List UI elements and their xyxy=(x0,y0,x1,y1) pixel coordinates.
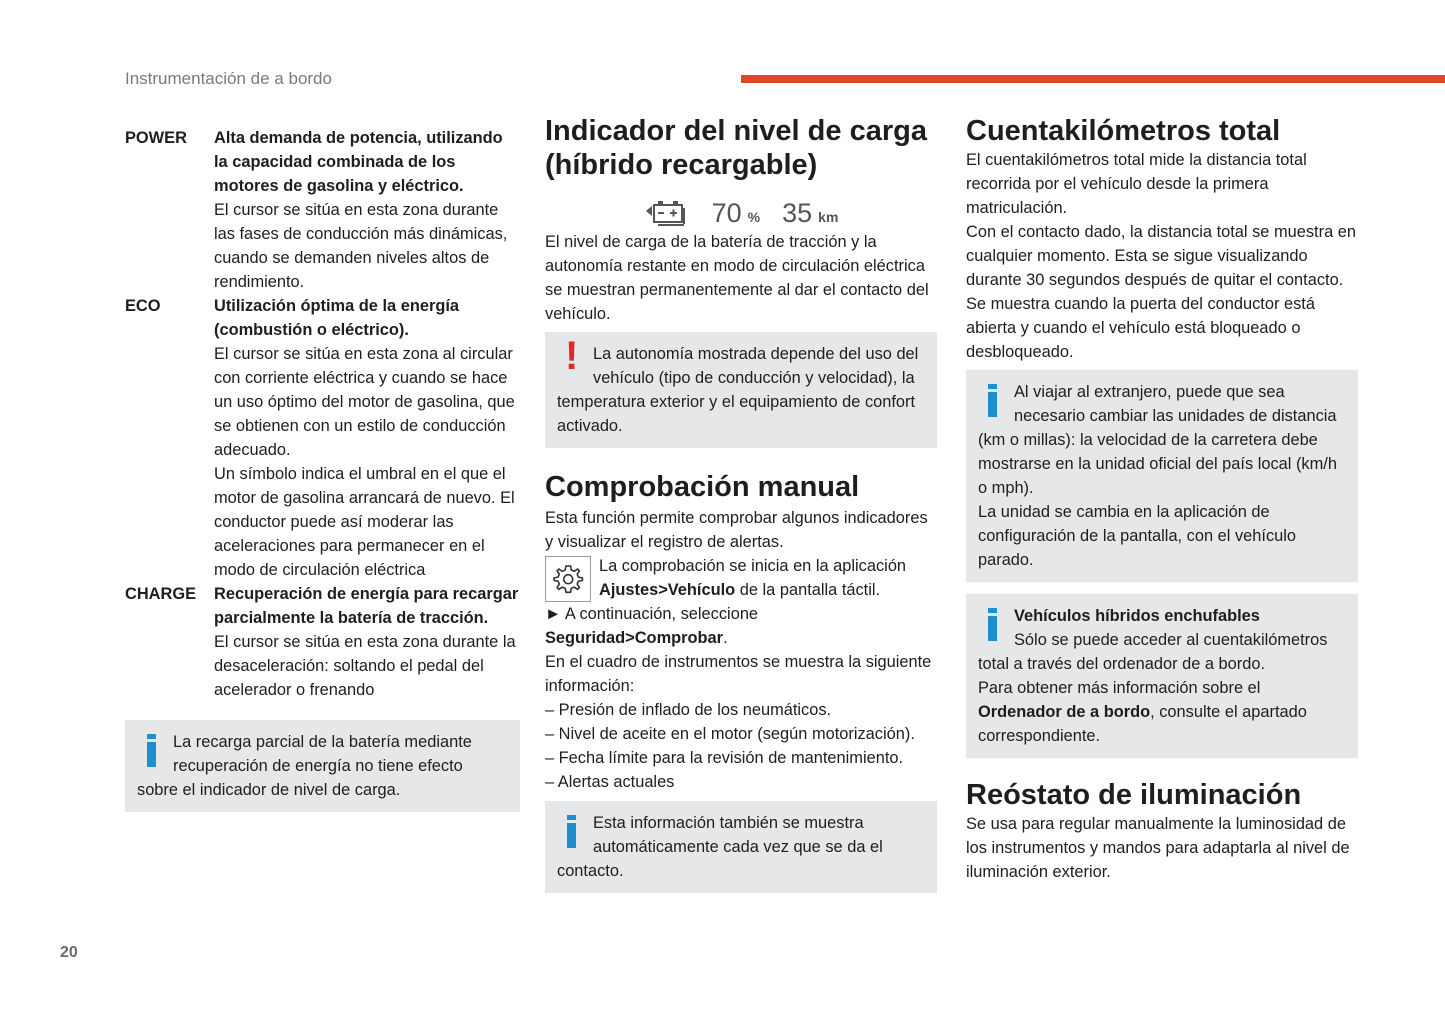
charge-percent-unit: % xyxy=(747,209,761,225)
mode-key: CHARGE xyxy=(125,585,197,603)
mode-heading: Recuperación de energía para recargar parcialmente la batería de tracción. xyxy=(214,585,519,627)
charge-description: El nivel de carga de la batería de tracción y la autonomía restante en modo de circulación eléctrica se muestran permanentemente al dar el contacto del vehículo. xyxy=(545,233,929,323)
note-text: Al viajar al extranjero, puede que sea necesario cambiar las unidades de distancia (km o millas): la velocidad de la carretera debe mostrarse en la unidad oficial del país local (km/h o mph). xyxy=(978,383,1337,497)
list-item: – Nivel de aceite en el motor (según motorización). xyxy=(545,722,937,746)
charge-percent: 70 xyxy=(711,198,742,228)
mode-text: Un símbolo indica el umbral en el que el motor de gasolina arrancará de nuevo. El conductor puede así moderar las aceleraciones para permanecer en el modo de circulación eléctrica xyxy=(214,465,515,579)
manual-app-text-end: de la pantalla táctil. xyxy=(739,581,881,599)
odometer-text: El cuentakilómetros total mide la distancia total recorrida por el vehículo desde la primera matriculación. xyxy=(966,151,1307,217)
section-title-odometer: Cuentakilómetros total xyxy=(966,115,1281,147)
note-text: , consulte el apartado correspondiente. xyxy=(978,703,1307,745)
range-unit: km xyxy=(818,209,839,225)
note-text: La recarga parcial de la batería mediante recuperación de energía no tiene efecto sobre el indicador de nivel de carga. xyxy=(137,733,472,799)
warning-text: La autonomía mostrada depende del uso del vehículo (tipo de conducción y velocidad), la temperatura exterior y el equipamiento de confort activado. xyxy=(557,345,919,435)
mode-charge xyxy=(125,582,520,702)
section-title-manual-check: Comprobación manual xyxy=(545,471,860,503)
mode-text: El cursor se sitúa en esta zona al circular con corriente eléctrica y cuando se hace un uso óptimo del motor de gasolina, que se obtienen con un estilo de conducción adecuado. xyxy=(214,345,515,459)
section-title-dimmer: Reóstato de iluminación xyxy=(966,779,1302,811)
header-accent-bar xyxy=(741,75,1445,83)
list-item: – Alertas actuales xyxy=(545,770,937,794)
manual-intro: Esta función permite comprobar algunos indicadores y visualizar el registro de alertas. xyxy=(545,509,928,551)
select-suffix: . xyxy=(723,629,728,647)
note-text: Sólo se puede acceder al cuentakilómetros total a través del ordenador de a bordo. xyxy=(978,631,1328,673)
manual-app-path: Ajustes>Vehículo xyxy=(599,581,736,599)
info-note-plugin-hybrid xyxy=(966,594,1358,758)
info-note xyxy=(545,801,937,893)
section-title-charge-level: Indicador del nivel de carga (híbrido recargable) xyxy=(545,115,927,181)
info-icon xyxy=(147,734,156,767)
column-odometer xyxy=(966,114,1358,884)
info-icon xyxy=(567,815,576,848)
select-instruction: ► A continuación, seleccione xyxy=(545,605,759,623)
mode-heading: Utilización óptima de la energía (combustión o eléctrico). xyxy=(214,297,460,339)
note-title: Vehículos híbridos enchufables xyxy=(1014,607,1260,625)
dimmer-text: Se usa para regular manualmente la luminosidad de los instrumentos y mandos para adaptarla al nivel de iluminación exterior. xyxy=(966,815,1350,881)
settings-instruction xyxy=(545,554,937,602)
mode-key: POWER xyxy=(125,129,187,147)
column-charge-level xyxy=(545,114,937,893)
battery-charge-icon xyxy=(644,198,690,228)
settings-gear-icon xyxy=(545,556,591,602)
info-icon xyxy=(988,608,997,641)
mode-eco xyxy=(125,294,520,582)
mode-power xyxy=(125,126,520,294)
note-text: La unidad se cambia en la aplicación de configuración de la pantalla, con el vehículo parado. xyxy=(978,503,1297,569)
mode-text: El cursor se sitúa en esta zona durante las fases de conducción más dinámicas, cuando se demanden niveles altos de rendimiento. xyxy=(214,201,508,291)
info-icon xyxy=(988,384,997,417)
warning-icon: ! xyxy=(565,334,579,378)
warning-note xyxy=(545,332,937,448)
page-number: 20 xyxy=(60,944,78,961)
battery-readout xyxy=(545,188,937,228)
info-note xyxy=(125,720,520,812)
column-drive-modes xyxy=(125,126,520,812)
mode-key: ECO xyxy=(125,297,161,315)
note-reference: Ordenador de a bordo xyxy=(978,703,1151,721)
list-item: – Presión de inflado de los neumáticos. xyxy=(545,698,937,722)
note-text: Esta información también se muestra automáticamente cada vez que se da el contacto. xyxy=(557,814,883,880)
manual-app-text: La comprobación se inicia en la aplicación xyxy=(599,557,907,575)
odometer-text: Con el contacto dado, la distancia total se muestra en cualquier momento. Esta se sigue visualizando durante 30 segundos después de quitar el contacto. Se muestra cuando la puerta del conductor está abierta y cuando el vehículo está bloqueado o desbloqueado. xyxy=(966,223,1356,361)
info-note xyxy=(966,370,1358,582)
mode-text: El cursor se sitúa en esta zona durante la desaceleración: soltando el pedal del acelerador o frenando xyxy=(214,633,516,699)
check-list xyxy=(545,698,937,794)
mode-heading: Alta demanda de potencia, utilizando la capacidad combinada de los motores de gasolina y eléctrico. xyxy=(214,129,503,195)
range-value: 35 xyxy=(782,198,813,228)
note-text: Para obtener más información sobre el xyxy=(978,679,1261,697)
running-header: Instrumentación de a bordo xyxy=(125,69,332,88)
panel-info-text: En el cuadro de instrumentos se muestra la siguiente información: xyxy=(545,653,932,695)
list-item: – Fecha límite para la revisión de mantenimiento. xyxy=(545,746,937,770)
select-path: Seguridad>Comprobar xyxy=(545,629,724,647)
